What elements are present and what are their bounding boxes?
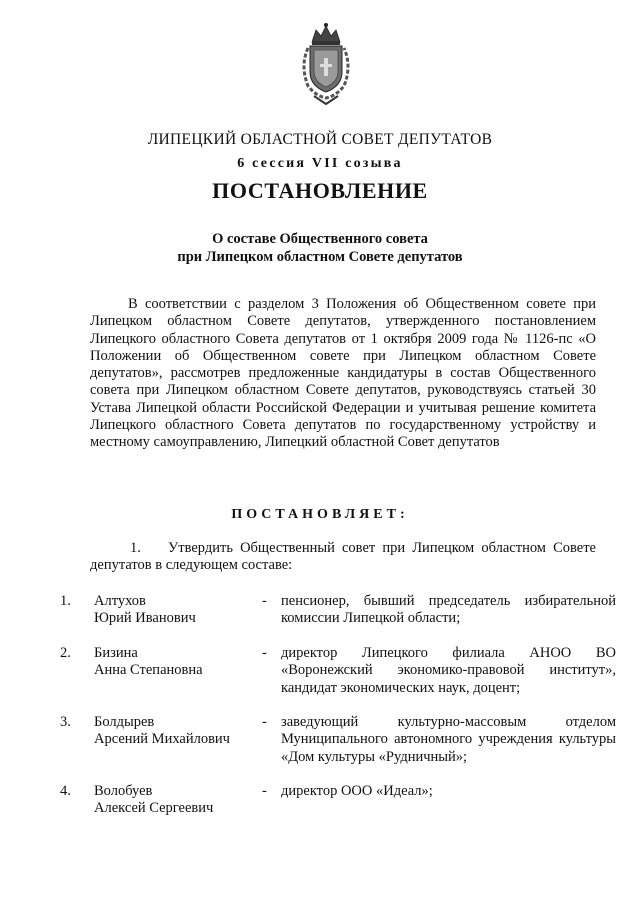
preamble-text: В соответствии с разделом 3 Положения об Общественном совете при Липецком областном Совете депутатов, утвержденного постановлением Липецкого областного Совета депутатов от 1 октября 2009 года № 1126-пс «О Положении об Общественном совете при Липецком областном Совете депутатов», рассмотрев предложенные кандидатуры в состав Общественного совета при Липецком областном Совете депутатов, руководствуясь статьей 30 Устава Липецкой области Российской Федерации и учитывая решение комитета Липецкого областного Совета депутатов по государственному устройству и местному самоуправлению, Липецкий областной Совет депутатов (90, 296, 596, 451)
member-dash: - (262, 593, 267, 609)
member-number: 1. (60, 593, 71, 609)
resolves-heading: ПОСТАНОВЛЯЕТ: (231, 507, 409, 522)
member-name (94, 783, 254, 818)
member-description: пенсионер, бывший председатель избирательной комиссии Липецкой области; (281, 593, 616, 627)
subject-line-1: О составе Общественного совета (212, 231, 428, 247)
member-number: 2. (60, 645, 71, 661)
clause-1 (90, 540, 596, 575)
member-description: директор ООО «Идеал»; (281, 783, 433, 799)
organization-name: ЛИПЕЦКИЙ ОБЛАСТНОЙ СОВЕТ ДЕПУТАТОВ (147, 131, 493, 148)
member-name (94, 593, 254, 628)
member-name (94, 645, 254, 680)
session-line: 6 сессия VII созыва (237, 156, 403, 171)
member-surname: Болдырев (94, 714, 155, 730)
member-number: 4. (60, 783, 71, 799)
member-given-name: Юрий Иванович (94, 610, 196, 627)
member-surname: Алтухов (94, 593, 146, 609)
coat-of-arms-icon (298, 20, 354, 106)
member-surname: Волобуев (94, 783, 153, 799)
member-surname: Бизина (94, 645, 138, 661)
member-dash: - (262, 783, 267, 799)
member-dash: - (262, 645, 267, 661)
document-type: ПОСТАНОВЛЕНИЕ (212, 178, 428, 203)
clause-text: Утвердить Общественный совет при Липецком областном Совете депутатов в следующем составе: (90, 540, 596, 574)
clause-number: 1. (130, 540, 141, 556)
member-dash: - (262, 714, 267, 730)
member-number: 3. (60, 714, 71, 730)
member-name (94, 714, 254, 749)
member-description: заведующий культурно-массовым отделом Муниципального автономного учреждения культуры «Дом культуры «Рудничный»; (281, 714, 616, 765)
member-description: директор Липецкого филиала АНОО ВО «Воронежский экономико-правовой институт», кандидат экономических наук, доцент; (281, 645, 616, 696)
preamble (90, 296, 596, 452)
member-given-name: Арсений Михайлович (94, 731, 230, 748)
subject-line-2: при Липецком областном Совете депутатов (177, 249, 463, 265)
member-given-name: Анна Степановна (94, 662, 203, 679)
member-given-name: Алексей Сергеевич (94, 800, 214, 817)
